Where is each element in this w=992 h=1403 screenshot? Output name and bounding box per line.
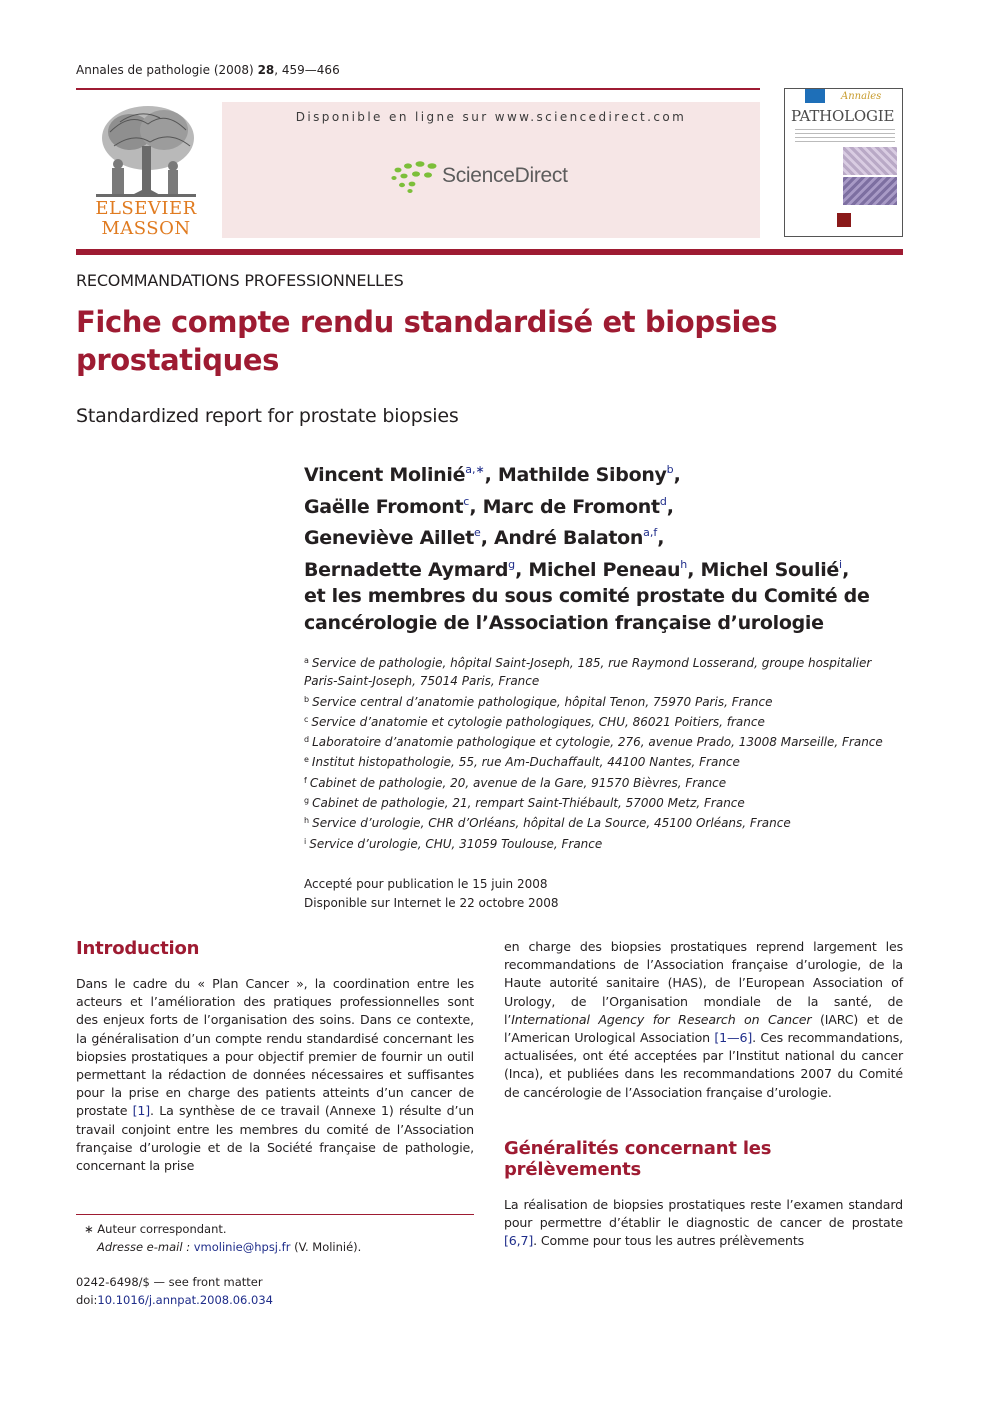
email-owner: (V. Molinié). bbox=[290, 1240, 362, 1254]
corresponding-author-footnote bbox=[76, 1220, 474, 1256]
iarc-name: International Agency for Research on Cancer bbox=[511, 1011, 812, 1027]
citation-link[interactable]: [1—6] bbox=[714, 1030, 753, 1046]
author-separator: , bbox=[480, 527, 494, 550]
body-column-left bbox=[76, 938, 474, 1175]
email-label: Adresse e-mail : bbox=[97, 1240, 194, 1254]
generalites-text: La réalisation de biopsies prostatiques reste l’examen standard pour permettre d’établir le diagnostic de cancer de prostate bbox=[504, 1196, 903, 1231]
header-top-rule bbox=[76, 88, 760, 90]
author-name: Mathilde Sibony bbox=[497, 464, 667, 486]
author-name: Michel Soulié bbox=[700, 558, 839, 581]
author-name: Bernadette Aymard bbox=[304, 558, 509, 581]
body-column-right bbox=[504, 938, 903, 1250]
elsevier-tree-icon bbox=[90, 102, 202, 200]
cover-blue-square bbox=[805, 89, 825, 103]
sciencedirect-wordmark: ScienceDirect bbox=[442, 164, 568, 187]
affiliation-item bbox=[304, 833, 884, 853]
author-separator: , bbox=[515, 558, 529, 581]
author-name: Marc de Fromont bbox=[482, 495, 660, 518]
affiliation-item bbox=[304, 691, 884, 711]
affiliation-list bbox=[304, 652, 884, 853]
author-separator: , bbox=[687, 558, 701, 581]
affiliation-item bbox=[304, 792, 884, 812]
doi-label: doi: bbox=[76, 1293, 98, 1307]
affiliation-item bbox=[304, 652, 884, 691]
article-subtitle: Standardized report for prostate biopsies bbox=[76, 405, 459, 427]
elsevier-masson-logo bbox=[76, 98, 216, 240]
authors-collective: et les membres du sous comité prostate du Comité de cancérologie de l’Association française d’urologie bbox=[304, 585, 870, 634]
affiliation-text: Institut histopathologie, 55, rue Am-Duchaffault, 44100 Nantes, France bbox=[311, 755, 740, 770]
affiliation-item bbox=[304, 812, 884, 832]
header-bottom-rule bbox=[76, 249, 903, 255]
author-affiliation-link[interactable]: h bbox=[680, 557, 688, 571]
author-affiliation-link[interactable]: d bbox=[659, 494, 667, 508]
sciencedirect-banner bbox=[222, 102, 760, 238]
author-name: Gaëlle Fromont bbox=[304, 495, 464, 518]
author-name: Michel Peneau bbox=[528, 558, 681, 581]
publication-dates bbox=[304, 875, 559, 912]
article-category: RECOMMANDATIONS PROFESSIONNELLES bbox=[76, 271, 404, 290]
author-name: Vincent Molinié bbox=[304, 464, 466, 486]
corresponding-author-label: ∗ Auteur correspondant. bbox=[84, 1222, 227, 1236]
citation-link[interactable]: [1] bbox=[132, 1103, 151, 1119]
section-heading-introduction: Introduction bbox=[76, 938, 200, 959]
citation-link[interactable]: [6,7] bbox=[504, 1233, 534, 1249]
author-name: André Balaton bbox=[494, 527, 644, 550]
front-matter-info bbox=[76, 1273, 273, 1309]
cover-histology-image-1 bbox=[843, 147, 897, 175]
article-title: Fiche compte rendu standardisé et biopsies prostatiques bbox=[76, 305, 778, 377]
generalites-text: . Comme pour tous les autres prélèvements bbox=[533, 1233, 805, 1249]
intro-text: . Ces recommandations, actualisées, ont été acceptées par l’Institut national du cancer (Inca), et publiées dans les recommandations 2007 du Comité de cancérologie de l’Association française d’urologie. bbox=[504, 1030, 903, 1100]
intro-text: Dans le cadre du « Plan Cancer », la coordination entre les acteurs et l’amélioration des pratiques professionnelles sont des enjeux forts de l’organisation des soins. Dans ce contexte, la généralisation d’un compte rendu standardisé concernant les biopsies prostatiques a pour objectif premier de fournir un outil permettant la rédaction de données nécessaires et suffisantes pour la prise en charge des patients atteints d’un cancer de prostate bbox=[76, 976, 474, 1119]
author-separator: , bbox=[666, 495, 674, 518]
intro-paragraph-continued bbox=[504, 938, 903, 1102]
elsevier-word: ELSEVIER bbox=[95, 198, 197, 219]
cover-text-lines bbox=[795, 129, 895, 145]
affiliation-item bbox=[304, 711, 884, 731]
affiliation-text: Service central d’anatomie pathologique, hôpital Tenon, 75970 Paris, France bbox=[312, 694, 773, 709]
affiliation-item bbox=[304, 751, 884, 771]
journal-name: Annales de pathologie (2008) bbox=[76, 63, 254, 77]
journal-pages: , 459—466 bbox=[274, 63, 340, 77]
cover-histology-image-2 bbox=[843, 177, 897, 205]
affiliation-key: d bbox=[304, 735, 310, 745]
intro-text: (IARC) et de l’American Urological Association bbox=[504, 1011, 904, 1046]
author-affiliation-link[interactable]: i bbox=[839, 557, 843, 571]
author-separator: , bbox=[469, 495, 483, 518]
affiliation-key: a bbox=[304, 656, 309, 665]
sciencedirect-dots-icon bbox=[390, 160, 442, 194]
author-affiliation-link[interactable]: e bbox=[473, 526, 481, 540]
sciencedirect-logo bbox=[390, 158, 600, 198]
cover-publisher-seal bbox=[837, 213, 851, 227]
doi-link[interactable]: 10.1016/j.annpat.2008.06.034 bbox=[97, 1293, 273, 1307]
journal-volume: 28 bbox=[257, 63, 275, 77]
section-heading-generalites: Généralités concernant les prélèvements bbox=[504, 1137, 772, 1180]
affiliation-item bbox=[304, 772, 884, 792]
author-affiliation-link[interactable]: g bbox=[508, 557, 516, 571]
intro-text-continued: . La synthèse de ce travail (Annexe 1) résulte d’un travail conjoint entre les membres du comité de l’Association française d’urologie et de la Société française de pathologie, concernant la prise bbox=[76, 1103, 474, 1174]
footnote-rule bbox=[76, 1214, 474, 1215]
affiliation-key: e bbox=[304, 755, 309, 765]
masson-word: MASSON bbox=[101, 218, 191, 239]
author-affiliation-link[interactable]: a,∗ bbox=[465, 463, 485, 476]
accepted-date: Accepté pour publication le 15 juin 2008 bbox=[304, 877, 548, 891]
affiliation-text: Service d’anatomie et cytologie pathologiques, CHU, 86021 Poitiers, france bbox=[311, 714, 765, 729]
author-affiliation-link[interactable]: a,f bbox=[643, 526, 658, 540]
intro-text: en charge des biopsies prostatiques reprend largement les recommandations de l’Association française d’urologie, de la Haute autorité sanitaire (HAS), de l’European Association of Urology, de l’Organisation mondiale de la santé, de l’ bbox=[504, 939, 903, 1027]
available-online-text: Disponible en ligne sur www.sciencedirect.com bbox=[295, 110, 687, 124]
affiliation-key: g bbox=[304, 796, 310, 806]
author-affiliation-link[interactable]: c bbox=[463, 494, 470, 508]
author-separator: , bbox=[657, 527, 665, 550]
affiliation-item bbox=[304, 731, 884, 751]
affiliation-text: Service d’urologie, CHR d’Orléans, hôpital de La Source, 45100 Orléans, France bbox=[312, 816, 791, 831]
cover-series: Annales bbox=[841, 91, 882, 102]
affiliation-text: Service de pathologie, hôpital Saint-Joseph, 185, rue Raymond Losserand, groupe hospitalier Paris-Saint-Joseph, 75014 Paris, France bbox=[304, 656, 872, 689]
journal-cover-thumbnail[interactable] bbox=[784, 88, 903, 237]
author-list bbox=[304, 457, 904, 637]
generalites-paragraph bbox=[504, 1196, 903, 1251]
affiliation-key: f bbox=[304, 775, 307, 785]
affiliation-text: Laboratoire d’anatomie pathologique et cytologie, 276, avenue Prado, 13008 Marseille, France bbox=[312, 735, 883, 750]
affiliation-key: b bbox=[304, 694, 310, 704]
author-separator: , bbox=[673, 464, 681, 486]
affiliation-key: i bbox=[304, 836, 307, 846]
author-affiliation-link[interactable]: b bbox=[666, 463, 674, 476]
author-separator: , bbox=[484, 464, 498, 486]
affiliation-key: c bbox=[304, 714, 309, 724]
author-name: Geneviève Aillet bbox=[304, 527, 474, 550]
issn-line: 0242-6498/$ — see front matter bbox=[76, 1275, 263, 1289]
author-separator: , bbox=[842, 558, 849, 581]
affiliation-text: Cabinet de pathologie, 20, avenue de la Gare, 91570 Bièvres, France bbox=[309, 775, 727, 790]
online-date: Disponible sur Internet le 22 octobre 2008 bbox=[304, 895, 559, 910]
affiliation-text: Cabinet de pathologie, 21, rempart Saint-Thiébault, 57000 Metz, France bbox=[312, 796, 745, 811]
intro-paragraph bbox=[76, 975, 474, 1175]
journal-reference bbox=[76, 63, 340, 77]
affiliation-text: Service d’urologie, CHU, 31059 Toulouse, France bbox=[309, 836, 603, 851]
email-link[interactable]: vmolinie@hpsj.fr bbox=[193, 1240, 291, 1254]
cover-title: PATHOLOGIE bbox=[791, 107, 895, 125]
affiliation-key: h bbox=[304, 816, 310, 826]
